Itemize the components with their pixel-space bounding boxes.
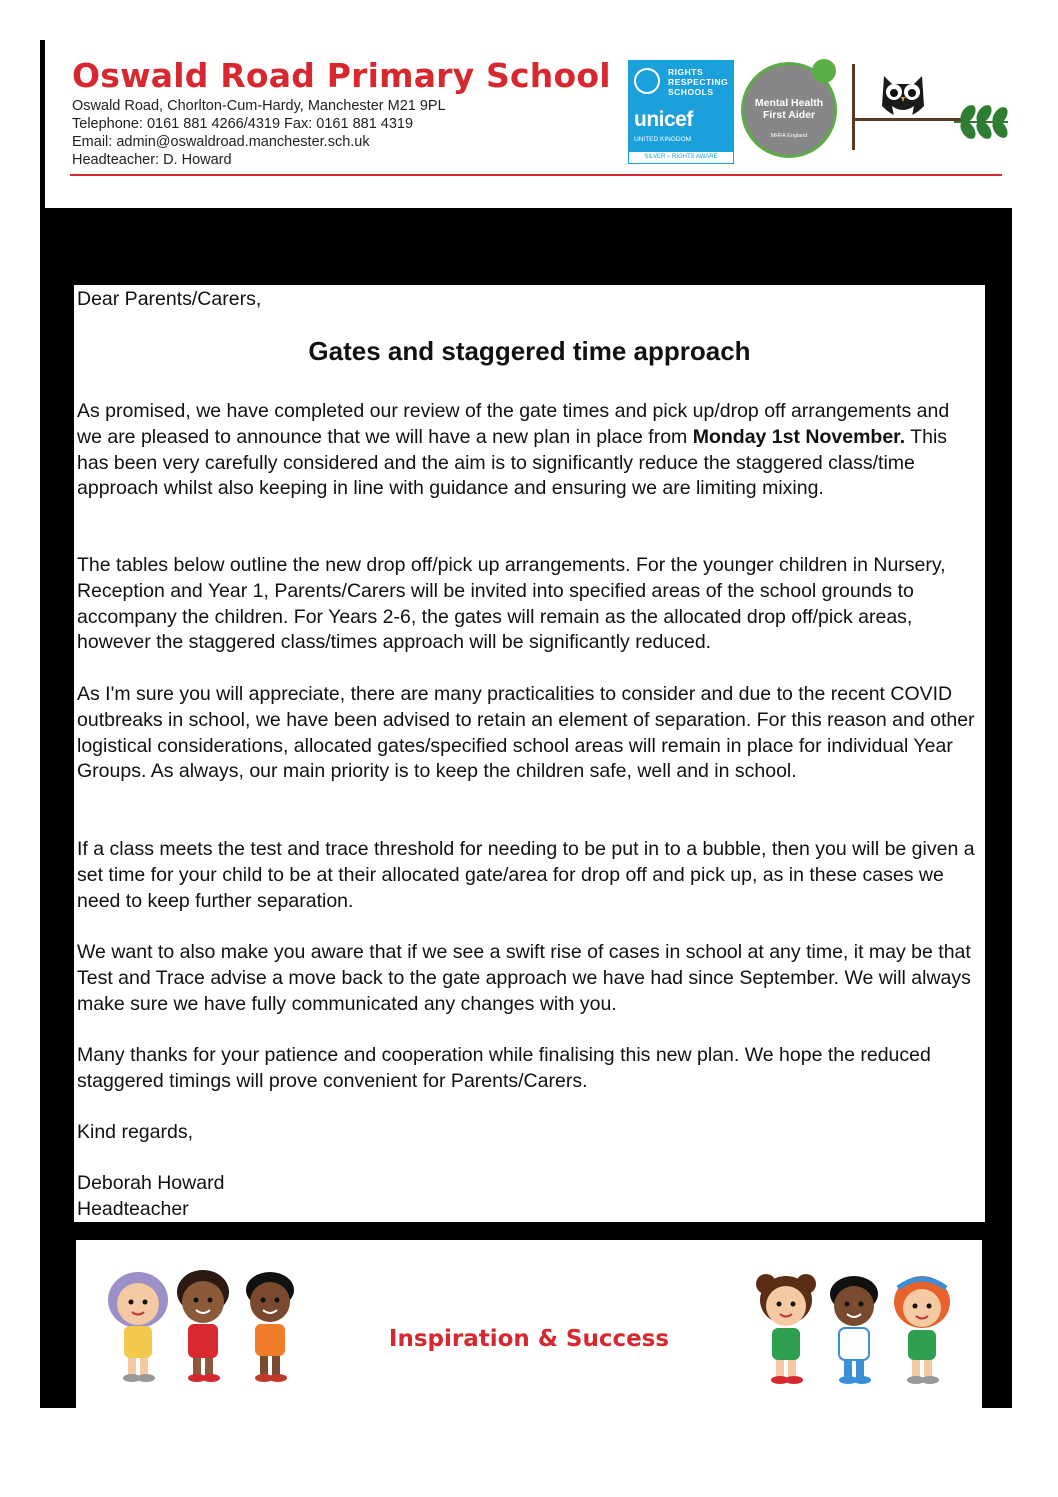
mental-health-first-aider-badge	[741, 62, 837, 158]
school-headteacher: Headteacher: D. Howard	[72, 152, 232, 168]
school-email: Email: admin@oswaldroad.manchester.sch.uk	[72, 134, 370, 150]
paragraph-2: The tables below outline the new drop off/pick up arrangements. For the younger children in Nursery, Reception and Year 1, Parents/Carers will be invited into specified areas of the school grounds to accompany the children. For Years 2-6, the gates will remain as the allocated drop off/pick areas, however the staggered class/times approach will be significantly reduced.	[77, 554, 946, 654]
paragraph-1	[77, 399, 979, 502]
unicef-rrs-text: RIGHTS RESPECTING SCHOOLS	[668, 67, 729, 97]
letter-body	[74, 285, 985, 1222]
school-name: Oswald Road Primary School	[72, 56, 611, 95]
footer-banner	[76, 1240, 982, 1408]
mhfa-subtitle: MHFA England	[770, 133, 808, 139]
signature-name: Deborah Howard	[77, 1172, 225, 1194]
signature-role: Headteacher	[77, 1198, 189, 1220]
start-date: Monday 1st November.	[692, 425, 906, 448]
branch-post-icon	[852, 64, 855, 150]
mhfa-title: Mental Health First Aider	[754, 97, 824, 121]
unicef-name: unicef	[634, 108, 693, 131]
paragraph-1-text: As promised, we have completed our review of the gate times and pick up/drop off arrangements and we are pleased to announce that we will have a new plan in place from	[77, 400, 950, 448]
school-telephone: Telephone: 0161 881 4266/4319 Fax: 0161 881 4319	[72, 116, 414, 132]
unicef-rights-respecting-badge	[628, 60, 734, 164]
greeting: Dear Parents/Carers,	[77, 288, 262, 310]
school-address: Oswald Road, Chorlton-Cum-Hardy, Manchester M21 9PL	[72, 98, 446, 114]
owl-icon	[874, 66, 932, 124]
mhfa-leaf-icon	[812, 59, 836, 83]
children-illustration-left	[98, 1262, 308, 1384]
paragraph-5: We want to also make you aware that if we see a swift rise of cases in school at any time, it may be that Test and Trace advise a move back to the gate approach we have had since September. We will always make sure we have fully communicated any changes with you.	[77, 941, 971, 1015]
paragraph-3: As I'm sure you will appreciate, there are many practicalities to consider and due to the recent COVID outbreaks in school, we have been advised to retain an element of separation. For this reason and other logistical considerations, allocated gates/specified school areas will remain in place for individual Year Groups. As always, our main priority is to keep the children safe, well and in school.	[77, 683, 975, 783]
paragraph-6: Many thanks for your patience and cooperation while finalising this new plan. We hope the reduced staggered timings will prove convenient for Parents/Carers.	[77, 1044, 931, 1092]
children-illustration-right	[746, 1262, 966, 1392]
paragraph-4: If a class meets the test and trace threshold for needing to be put in to a bubble, then you will be given a set time for your child to be at their allocated gate/area for drop off and pick up, as in these cases we need to keep further separation.	[77, 838, 975, 912]
header-divider	[70, 174, 1002, 176]
left-border-rule	[40, 40, 45, 210]
leaves-icon	[954, 102, 1008, 140]
unicef-level: SILVER – RIGHTS AWARE	[628, 151, 734, 164]
letter-title: Gates and staggered time approach	[308, 336, 751, 366]
tagline: Inspiration & Success	[388, 1326, 670, 1352]
globe-icon	[634, 68, 660, 94]
paragraph-1-text-cont: This has been very carefully considered and the aim is to significantly reduce the staggered class/time approach whilst also keeping in line with guidance and ensuring we are limiting mixing.	[77, 425, 948, 500]
unicef-country: UNITED KINGDOM	[634, 136, 692, 143]
sign-off: Kind regards,	[77, 1121, 193, 1143]
